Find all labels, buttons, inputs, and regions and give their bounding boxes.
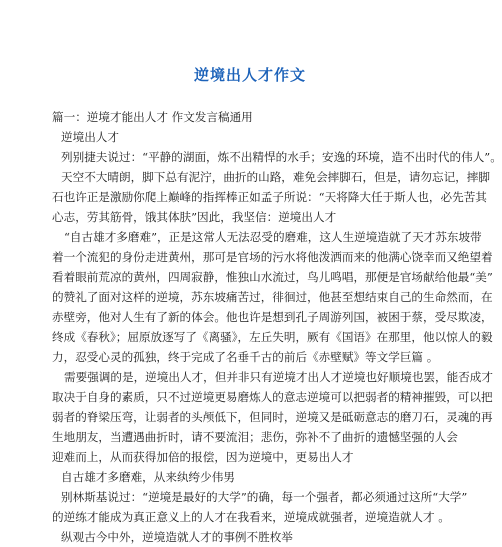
essay-title: 逆境出人才 xyxy=(61,130,119,144)
paragraph-line: 列别捷夫说过：“平静的湖面，炼不出精悍的水手；安逸的环境，造不出时代的伟人”。 xyxy=(61,150,502,164)
paragraph-line: “自古雄才多磨难”，正是这常人无法忍受的磨难，这人生逆境造就了天才苏东坡带 xyxy=(64,230,482,244)
paragraph-line: 的逆练才能成为真正意义上的人才在我看来，逆境成就强者，逆境造就人才 。 xyxy=(52,510,450,524)
paragraph-line: 天空不大晴朗，脚下总有泥泞，曲折的山路，难免会摔脚石，但是，请勿忘记，摔脚 xyxy=(61,170,490,184)
document-title: 逆境出人才作文 xyxy=(193,66,306,84)
paragraph-line: 石也许正是激励你爬上巅峰的指挥棒正如孟子所说：“天将降大任于斯人也，必先苦其 xyxy=(52,190,487,204)
paragraph-line: 别林斯基说过：“逆境是最好的大学”的确，每一个强者，都必须通过这所“大学” xyxy=(61,490,468,504)
paragraph-line: 需要强调的是，逆境出人才，但并非只有逆境才出人才逆境也好顺境也罢，能否成才 xyxy=(64,370,493,384)
paragraph-line: 迎难而上，从而获得加倍的报偿，因为逆境中，更易出人才 xyxy=(52,450,354,464)
paragraph-line: 看着眼前荒凉的黄州，四周寂静，惟独山水流过，鸟儿鸣唱，那便是官场献给他最“美” xyxy=(52,270,493,284)
paragraph-line: 弱者的脊梁压弯，让弱者的头颅低下，但同时，逆境又是砥砺意志的磨刀石，灵魂的再 xyxy=(52,410,493,424)
section-heading: 篇一：逆境才能出人才 作文发言稿通用 xyxy=(52,110,253,124)
paragraph-line: 自古雄才多磨难，从来纨绔少伟男 xyxy=(61,470,235,484)
paragraph-line: 力，忍受心灵的孤独，终于完成了名垂千古的前后《赤壁赋》等文学巨篇 。 xyxy=(52,350,439,364)
paragraph-line: 赤壁旁，他对人生有了新的体会。他也许是想到孔子周游列国，被困于蔡，受尽欺凌， xyxy=(52,310,493,324)
paragraph-line: 着一个流犯的身份走进黄州，那可是官场的污水将他泼洒而来的他满心饶幸而又绝望着 xyxy=(52,250,493,264)
document-body xyxy=(52,107,502,547)
paragraph-line: 的赞礼了面对这样的逆境，苏东坡痛苦过，徘徊过，他甚至想结束自己的生命然而，在 xyxy=(52,290,493,304)
paragraph-line: 心志，劳其筋骨，饿其体肤”因此，我坚信：逆境出人才 xyxy=(52,210,337,224)
paragraph-line: 取决于自身的素质，只不过逆境更易磨炼人的意志逆境可以把弱者的精神摧毁，可以把 xyxy=(52,390,493,404)
paragraph-line: 纵观古今中外，逆境造就人才的事例不胜枚举 xyxy=(61,530,293,544)
paragraph-line: 终成《春秋》；屈原放逐写了《离骚》，左丘失明，厥有《国语》在那里，他以惊人的毅 xyxy=(52,330,493,344)
paragraph-line: 生地朋友，当遭遇曲折时，请不要流泪；悲伤，弥补不了曲折的遗憾坚强的人会 xyxy=(52,430,458,444)
